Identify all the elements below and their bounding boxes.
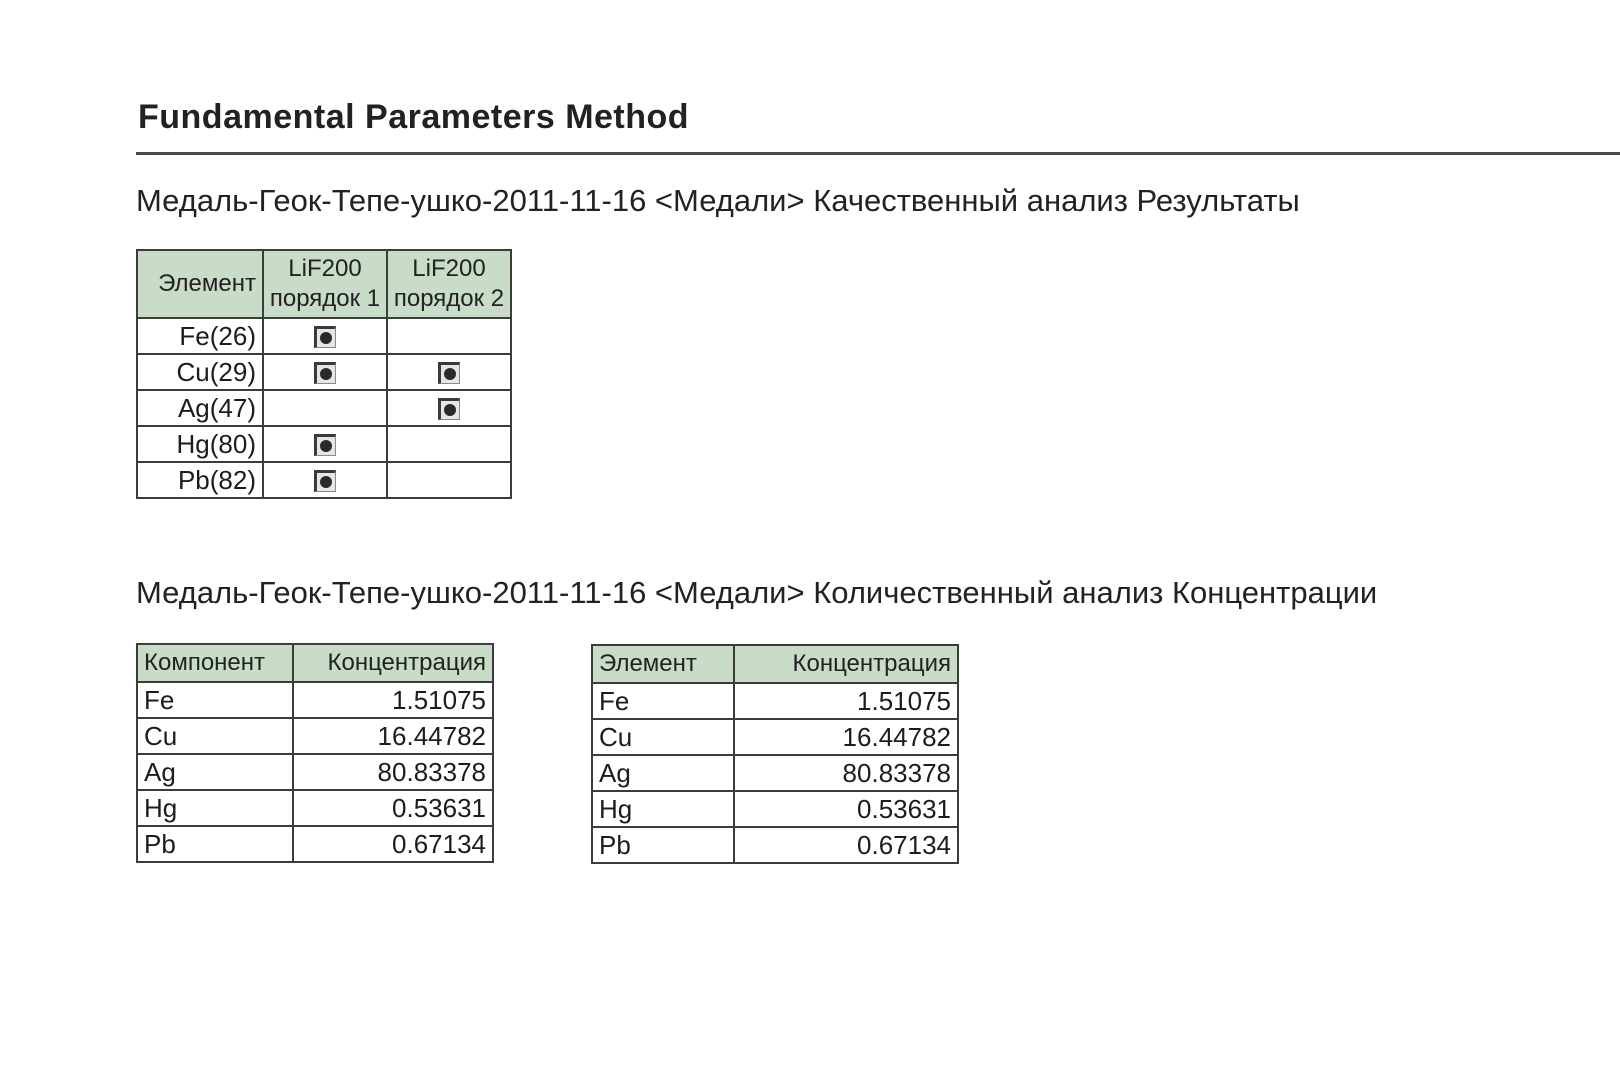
- column-header-element: Элемент: [592, 645, 734, 683]
- concentration-cell: 80.83378: [293, 754, 493, 790]
- table-row: [137, 354, 511, 390]
- table-row: [592, 827, 958, 863]
- column-header-concentration: Концентрация: [293, 644, 493, 682]
- table-row: [592, 791, 958, 827]
- name-cell: Fe: [137, 682, 293, 718]
- table-row: [137, 390, 511, 426]
- element-cell: Hg(80): [137, 426, 263, 462]
- detected-marker-icon: [314, 470, 336, 492]
- table-row: [137, 826, 493, 862]
- table-row: [137, 718, 493, 754]
- table-header-row: [137, 644, 493, 682]
- table-row: [137, 754, 493, 790]
- component-concentration-table: [136, 643, 494, 863]
- column-header-component: Компонент: [137, 644, 293, 682]
- name-cell: Hg: [137, 790, 293, 826]
- table-header-row: [137, 250, 511, 318]
- title-divider: [136, 152, 1620, 155]
- order1-cell: [263, 390, 387, 426]
- detected-marker-icon: [314, 326, 336, 348]
- name-cell: Ag: [137, 754, 293, 790]
- concentration-cell: 16.44782: [293, 718, 493, 754]
- order2-cell: [387, 426, 511, 462]
- order2-cell: [387, 462, 511, 498]
- concentration-cell: 0.53631: [734, 791, 958, 827]
- table-row: [137, 790, 493, 826]
- table-header-row: [592, 645, 958, 683]
- element-cell: Cu(29): [137, 354, 263, 390]
- concentration-cell: 16.44782: [734, 719, 958, 755]
- order2-cell: [387, 390, 511, 426]
- column-header-order1: LiF200 порядок 1: [263, 250, 387, 318]
- concentration-cell: 1.51075: [293, 682, 493, 718]
- table-row: [592, 683, 958, 719]
- name-cell: Ag: [592, 755, 734, 791]
- qualitative-results-table: [136, 249, 512, 499]
- name-cell: Hg: [592, 791, 734, 827]
- name-cell: Pb: [137, 826, 293, 862]
- quantitative-heading: Медаль-Геок-Тепе-ушко-2011-11-16 <Медали> Количественный анализ Концентрации: [136, 575, 1378, 610]
- concentration-cell: 0.53631: [293, 790, 493, 826]
- concentration-cell: 0.67134: [293, 826, 493, 862]
- table-row: [592, 719, 958, 755]
- table-row: [137, 318, 511, 354]
- column-header-element: Элемент: [137, 250, 263, 318]
- detected-marker-icon: [314, 434, 336, 456]
- column-header-order2: LiF200 порядок 2: [387, 250, 511, 318]
- order1-cell: [263, 426, 387, 462]
- page-title: Fundamental Parameters Method: [138, 98, 690, 136]
- element-cell: Ag(47): [137, 390, 263, 426]
- element-cell: Pb(82): [137, 462, 263, 498]
- order2-cell: [387, 354, 511, 390]
- concentration-cell: 80.83378: [734, 755, 958, 791]
- table-row: [137, 426, 511, 462]
- column-header-concentration: Концентрация: [734, 645, 958, 683]
- qualitative-heading: Медаль-Геок-Тепе-ушко-2011-11-16 <Медали> Качественный анализ Результаты: [136, 183, 1300, 218]
- order1-cell: [263, 354, 387, 390]
- name-cell: Fe: [592, 683, 734, 719]
- order2-cell: [387, 318, 511, 354]
- order1-cell: [263, 318, 387, 354]
- detected-marker-icon: [314, 362, 336, 384]
- detected-marker-icon: [438, 362, 460, 384]
- name-cell: Cu: [137, 718, 293, 754]
- table-row: [137, 682, 493, 718]
- element-cell: Fe(26): [137, 318, 263, 354]
- table-row: [137, 462, 511, 498]
- detected-marker-icon: [438, 398, 460, 420]
- order1-cell: [263, 462, 387, 498]
- name-cell: Cu: [592, 719, 734, 755]
- table-row: [592, 755, 958, 791]
- element-concentration-table: [591, 644, 959, 864]
- name-cell: Pb: [592, 827, 734, 863]
- concentration-cell: 1.51075: [734, 683, 958, 719]
- concentration-cell: 0.67134: [734, 827, 958, 863]
